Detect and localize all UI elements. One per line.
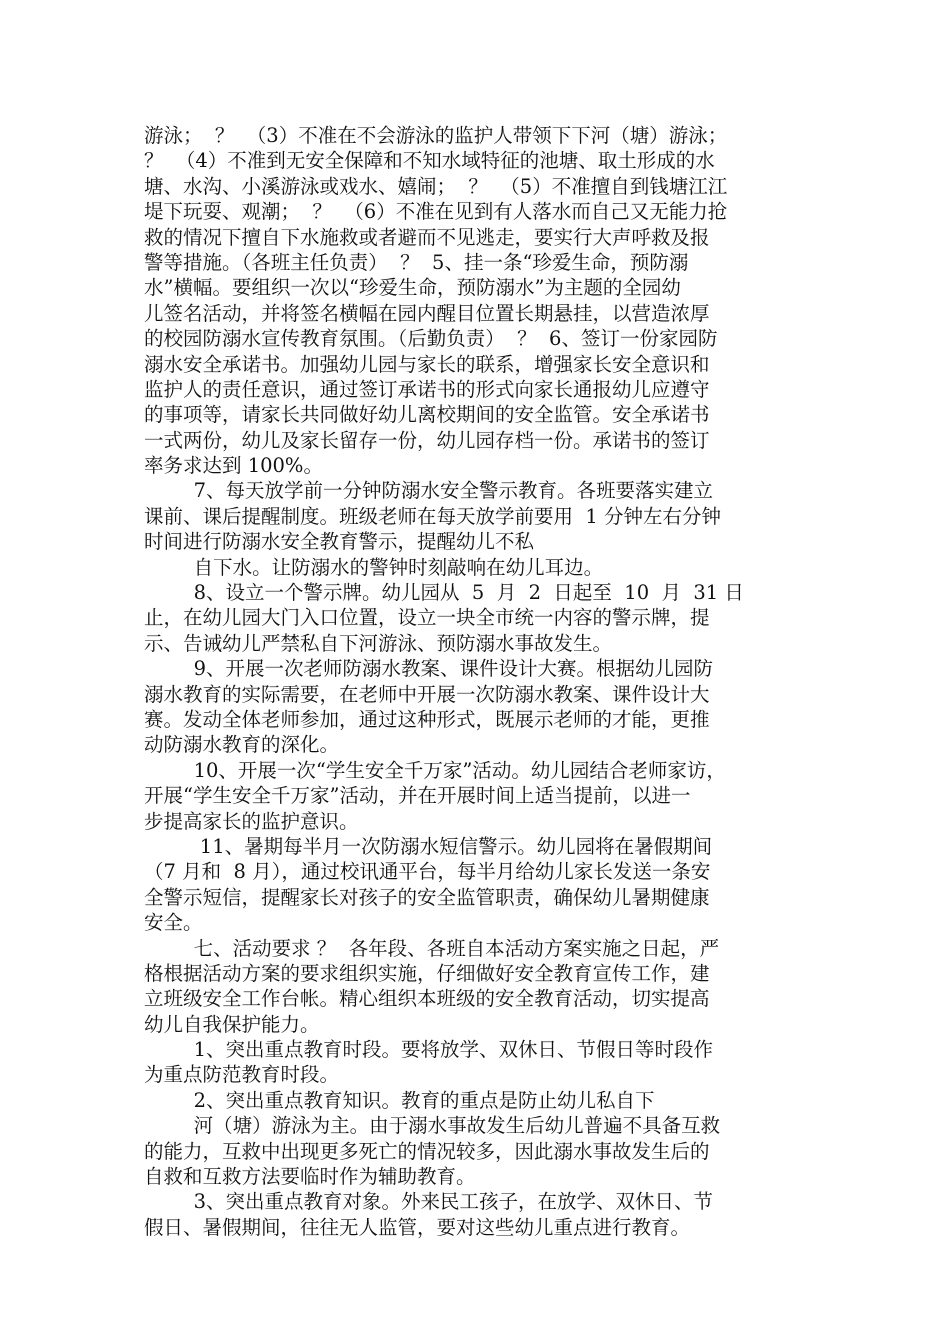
- text-line: 的校园防溺水宣传教育氛围。（后勤负责） ？ 6、签订一份家园防: [144, 327, 718, 351]
- text-line: 假日、暑假期间，往往无人监管，要对这些幼儿重点进行教育。: [144, 1215, 691, 1239]
- text-line: 赛。发动全体老师参加，通过这种形式，既展示老师的才能，更推: [144, 707, 710, 731]
- text-line: 7、每天放学前一分钟防溺水安全警示教育。各班要落实建立: [144, 479, 713, 503]
- text-line: 动防溺水教育的深化。: [144, 733, 340, 757]
- text-line: 全警示短信，提醒家长对孩子的安全监管职责，确保幼儿暑期健康: [144, 885, 710, 909]
- text-line: 警等措施。（各班主任负责） ？ 5、挂一条“珍爱生命，预防溺: [144, 250, 689, 274]
- text-line: 立班级安全工作台帐。精心组织本班级的安全教育活动，切实提高: [144, 987, 710, 1011]
- text-line: 开展“学生安全千万家”活动，并在开展时间上适当提前，以进一: [144, 784, 691, 808]
- text-line: 课前、课后提醒制度。班级老师在每天放学前要用 1 分钟左右分钟: [144, 504, 722, 528]
- text-line: 游泳； ？ （3）不准在不会游泳的监护人带领下下河（塘）游泳；: [144, 124, 728, 147]
- text-line: 时间进行防溺水安全教育警示，提醒幼儿不私: [144, 530, 535, 554]
- text-line: 的能力，互救中出现更多死亡的情况较多，因此溺水事故发生后的: [144, 1139, 710, 1163]
- text-line: 自下水。让防溺水的警钟时刻敲响在幼儿耳边。: [144, 555, 604, 579]
- text-line: 8、设立一个警示牌。幼儿园从 5 月 2 日起至 10 月 31 日: [144, 581, 744, 605]
- text-line: 安全。: [144, 911, 203, 935]
- text-line: 溺水安全承诺书。加强幼儿园与家长的联系，增强家长安全意识和: [144, 352, 710, 376]
- text-line: 监护人的责任意识，通过签订承诺书的形式向家长通报幼儿应遵守: [144, 377, 710, 401]
- text-line: 步提高家长的监护意识。: [144, 809, 359, 833]
- text-line: 七、活动要求 ？ 各年段、各班自本活动方案实施之日起，严: [144, 936, 720, 960]
- text-line: 一式两份，幼儿及家长留存一份，幼儿园存档一份。承诺书的签订: [144, 428, 710, 452]
- text-line: 堤下玩耍、观潮； ？ （6）不准在见到有人落水而自己又无能力抢: [144, 200, 728, 224]
- text-line: 率务求达到 100%。: [144, 454, 323, 478]
- text-line: 幼儿自我保护能力。: [144, 1012, 320, 1036]
- text-line: 格根据活动方案的要求组织实施，仔细做好安全教育宣传工作，建: [144, 961, 710, 985]
- text-line: 儿签名活动，并将签名横幅在园内醒目位置长期悬挂，以营造浓厚: [144, 301, 710, 325]
- text-line: 11、暑期每半月一次防溺水短信警示。幼儿园将在暑假期间: [144, 834, 713, 858]
- text-line: 1、突出重点教育时段。要将放学、双休日、节假日等时段作: [144, 1038, 713, 1062]
- text-line: 9、开展一次老师防溺水教案、课件设计大赛。根据幼儿园防: [144, 657, 713, 681]
- text-line: 救的情况下擅自下水施救或者避而不见逃走，要实行大声呼救及报: [144, 225, 710, 249]
- text-line: 2、突出重点教育知识。教育的重点是防止幼儿私自下: [144, 1088, 655, 1112]
- text-line: 3、突出重点教育对象。外来民工孩子，在放学、双休日、节: [144, 1190, 713, 1214]
- text-line: 自救和互救方法要临时作为辅助教育。: [144, 1165, 476, 1189]
- text-line: 的事项等，请家长共同做好幼儿离校期间的安全监管。安全承诺书: [144, 403, 710, 427]
- text-line: 塘、水沟、小溪游泳或戏水、嬉闹； ？ （5）不准擅自到钱塘江江: [144, 174, 728, 198]
- text-line: 为重点防范教育时段。: [144, 1063, 340, 1087]
- text-line: 10、开展一次“学生安全千万家”活动。幼儿园结合老师家访，: [144, 758, 726, 782]
- document-body: [144, 123, 814, 1240]
- text-line: ？ （4）不准到无安全保障和不知水域特征的池塘、取土形成的水: [144, 149, 715, 173]
- text-line: 水”横幅。要组织一次以“珍爱生命，预防溺水”为主题的全园幼: [144, 276, 681, 300]
- text-line: （7 月和 8 月），通过校讯通平台，每半月给幼儿家长发送一条安: [144, 860, 711, 884]
- text-line: 溺水教育的实际需要，在老师中开展一次防溺水教案、课件设计大: [144, 682, 710, 706]
- text-line: 止，在幼儿园大门入口位置，设立一块全市统一内容的警示牌，提: [144, 606, 710, 630]
- text-line: 示、告诫幼儿严禁私自下河游泳、预防溺水事故发生。: [144, 631, 613, 655]
- text-line: 河（塘）游泳为主。由于溺水事故发生后幼儿普遍不具备互救: [144, 1114, 721, 1138]
